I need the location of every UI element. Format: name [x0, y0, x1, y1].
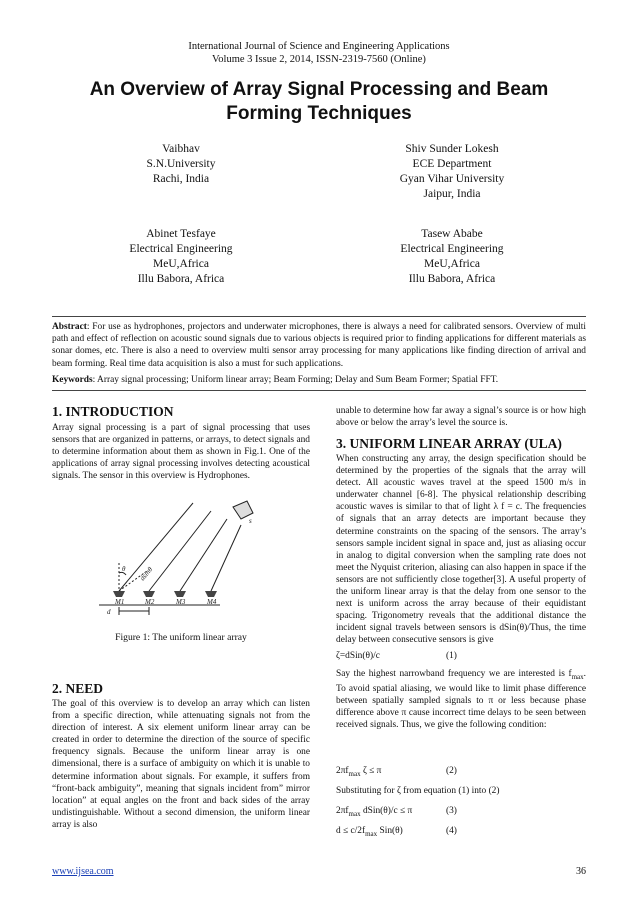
journal-link[interactable]: www.ijsea.com: [52, 866, 114, 877]
abstract-label: Abstract: [52, 322, 87, 332]
equation-1-number: (1): [446, 651, 457, 661]
abstract-text: : For use as hydrophones, projectors and underwater microphones, there is always a need for calibrated sensors. Overview of multi path and effect of reflection on acoustic sound signals due to various objects is required prior to finding applications for different materials as sonar domes, etc. There is also a need to overview multi sensor array processing for many applications like finding direction of arrival and beam forming. Real time data acquisition is also a must for such applications.: [52, 322, 586, 369]
aliasing-text-rest: . To avoid spatial aliasing, we would like to limit phase difference between spatially sampled signals to π or less because phase difference above π cause incorrect time delays to be seen between received signals. Thus, we give the following condition:: [336, 669, 586, 731]
continuation-paragraph: unable to determine how far away a signal’s source is or how high above or below the array’s level the source is.: [336, 406, 586, 429]
author-location: Illu Babora, Africa: [408, 273, 496, 285]
paper-title: [60, 78, 578, 126]
continuation-text: [336, 405, 586, 429]
signal-ray-1: [119, 503, 193, 591]
need-paragraph: The goal of this overview is to develop an array which can listen from a specific direction, while attenuating signals not from the direction of interest. A six element uniform linear array can be created in order to determine the direction of the source of specific frequency signals. Because the uniform linear array is one dimensional, there is a surface of ambiguity on which it is unable to determine information about signals. For example, it suffers from “front-back ambiguity”, meaning that signals incident from” mirror location” at equal angles on the front and back sides of the array undistinguishable. Without a second dimension, the uniform linear array is also: [52, 699, 310, 830]
equation-1: [336, 650, 586, 662]
author-name: Tasew Ababe: [421, 228, 483, 240]
label-theta: θ: [122, 565, 126, 573]
equation-4: [336, 825, 586, 840]
author-name: Vaibhav: [162, 143, 200, 155]
label-m3: M3: [176, 598, 186, 606]
ula-text: [336, 453, 586, 647]
equation-4-part: d ≤ c/2f: [336, 826, 366, 836]
signal-ray-2: [149, 511, 211, 591]
sensor-icon: [205, 591, 217, 597]
label-d: d: [107, 608, 111, 616]
need-text: [52, 698, 310, 831]
keywords-text: : Array signal processing; Uniform linear array; Beam Forming; Delay and Sum Beam Former; Spatial FFT.: [92, 375, 499, 385]
author-name: Shiv Sunder Lokesh: [405, 143, 499, 155]
aliasing-text: [336, 668, 586, 731]
journal-header: [0, 40, 638, 66]
section-heading-ula: 3. UNIFORM LINEAR ARRAY (ULA): [336, 436, 562, 451]
label-s: s: [249, 517, 252, 525]
substitution-text: Substituting for ζ from equation (1) into (2): [336, 786, 500, 796]
title-line-1: An Overview of Array Signal Processing and Beam: [89, 79, 549, 100]
figure-caption: Figure 1: The uniform linear array: [115, 632, 247, 643]
author-department: ECE Department: [412, 158, 492, 170]
journal-name: International Journal of Science and Engineering Applications: [188, 41, 450, 52]
sensor-icon: [174, 591, 186, 597]
signal-ray-4: [211, 525, 241, 591]
aliasing-subscript: max: [571, 672, 584, 681]
equation-3-subscript: max: [348, 809, 361, 818]
aliasing-text-start: Say the highest narrowband frequency we are interested is f: [336, 669, 572, 679]
label-dsin: dsinθ: [138, 565, 155, 583]
footer-url[interactable]: [52, 866, 114, 878]
equation-2-expr: [336, 766, 381, 776]
title-line-2: Forming Techniques: [226, 103, 412, 124]
author-department: Electrical Engineering: [129, 243, 233, 255]
equation-4-rest: Sin(θ): [377, 826, 403, 836]
sensor-icon: [143, 591, 155, 597]
author-location: Rachi, India: [152, 173, 210, 185]
author-affiliation: MeU,Africa: [153, 258, 209, 270]
signal-ray-3: [180, 519, 227, 591]
section-heading-need: 2. NEED: [52, 681, 104, 696]
equation-2-rest: ζ ≤ π: [360, 766, 382, 776]
label-m4: M4: [207, 598, 217, 606]
author-affiliation: Gyan Vihar University: [399, 173, 505, 185]
keywords-label: Keywords: [52, 375, 93, 385]
equation-3-rest: dSin(θ)/c ≤ π: [360, 806, 413, 816]
abstract: [52, 321, 586, 370]
author-block-1: [81, 142, 281, 187]
equation-3-part: 2πf: [336, 806, 349, 816]
equation-2-number: (2): [446, 766, 457, 776]
equation-4-expr: [336, 826, 403, 836]
author-block-2: [352, 142, 552, 202]
equation-2-part: 2πf: [336, 766, 349, 776]
author-block-4: [352, 227, 552, 287]
equation-3-expr: [336, 806, 412, 816]
rule-top: [52, 316, 586, 317]
section-heading-introduction: 1. INTRODUCTION: [52, 404, 174, 419]
rule-bottom: [52, 390, 586, 391]
author-block-3: [81, 227, 281, 287]
equation-3: [336, 805, 586, 820]
page-number: 36: [576, 866, 586, 877]
keywords: [52, 374, 586, 386]
author-affiliation: S.N.University: [146, 158, 216, 170]
introduction-text: [52, 422, 310, 482]
ula-paragraph: When constructing any array, the design specification should be determined by the properties of the signals that the array will detect. All acoustic waves travel at the speed 1500 m/s in underwater channel [6-8]. The physical relationship describing acoustic waves is similar to that of light λ f = c. The frequencies of signals that an array detects are important because they determine constraints on the spacing of the sensors. The array’s sensors sample incident signal in space and, just as aliasing occur in analog to digital conversion when the sampling rate does not meet the Nyquist criterion, aliasing can also happen in space if the sensors are not sufficiently close together[3]. A useful property of the uniform linear array is that the delay from one sensor to the next is uniform across the array because of their equidistant spacing. Trigonometry reveals that the additional distance the incident signal travels between sensors is dSin(θ)/Thus, the time delay between consecutive sensors is give: [336, 454, 586, 646]
journal-volume: Volume 3 Issue 2, 2014, ISSN-2319-7560 (Online): [212, 54, 426, 65]
introduction-paragraph: Array signal processing is a part of signal processing that uses sensors that are organized in patterns, or arrays, to detect signals and to determine information about them as shown in Fig.1. One of the applications of array signal processing involves detecting acoustical signals. The sensor in this overview is Hydrophones.: [52, 423, 310, 482]
equation-4-subscript: max: [365, 829, 378, 838]
equation-1-expr: ζ=dSin(θ)/c: [336, 651, 380, 661]
label-m1: M1: [115, 598, 125, 606]
equation-2: [336, 765, 586, 780]
label-m2: M2: [145, 598, 155, 606]
equation-2-subscript: max: [348, 769, 361, 778]
author-department: Electrical Engineering: [400, 243, 504, 255]
author-name: Abinet Tesfaye: [146, 228, 216, 240]
uniform-linear-array-figure: [85, 493, 265, 623]
equation-4-number: (4): [446, 826, 457, 836]
equation-3-number: (3): [446, 806, 457, 816]
author-location: Jaipur, India: [423, 188, 481, 200]
aliasing-paragraph: [336, 668, 586, 731]
author-affiliation: MeU,Africa: [424, 258, 480, 270]
sensor-icon: [113, 591, 125, 597]
author-location: Illu Babora, Africa: [137, 273, 225, 285]
